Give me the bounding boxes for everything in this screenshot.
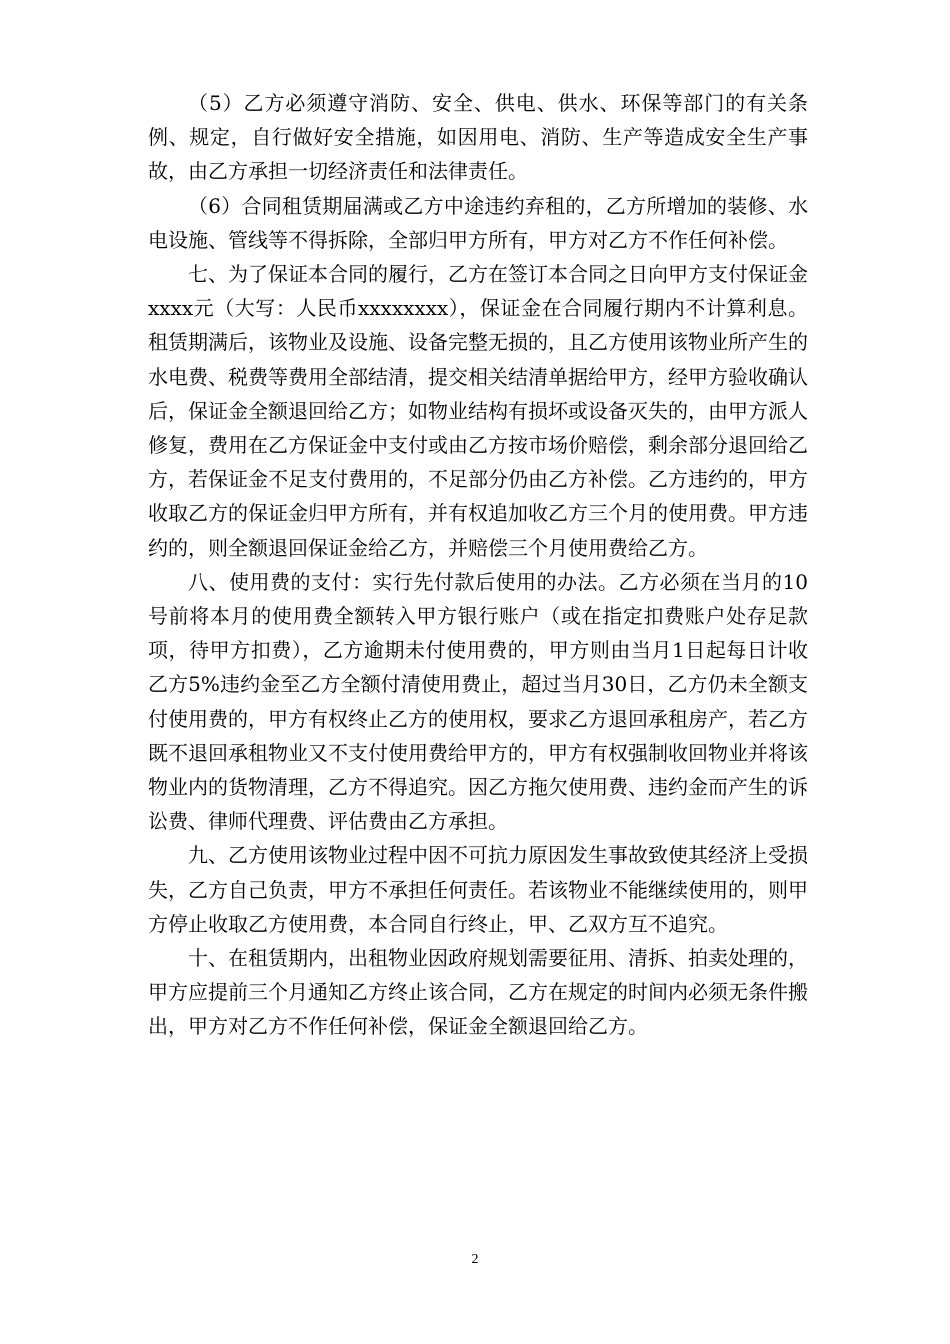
paragraph-article-9: 九、乙方使用该物业过程中因不可抗力原因发生事故致使其经济上受损失，乙方自己负责，甲方不承担任何责任。若该物业不能继续使用的，则甲方停止收取乙方使用费，本合同自行终止，甲、乙双方互不追究。 bbox=[148, 843, 808, 936]
paragraph-clause-5: （5）乙方必须遵守消防、安全、供电、供水、环保等部门的有关条例、规定，自行做好安全措施，如因用电、消防、生产等造成安全生产事故，由乙方承担一切经济责任和法律责任。 bbox=[148, 91, 808, 184]
paragraph-clause-6: （6）合同租赁期届满或乙方中途违约弃租的，乙方所增加的装修、水电设施、管线等不得拆除，全部归甲方所有，甲方对乙方不作任何补偿。 bbox=[148, 193, 808, 252]
paragraph-article-10: 十、在租赁期内，出租物业因政府规划需要征用、清拆、拍卖处理的，甲方应提前三个月通知乙方终止该合同，乙方在规定的时间内必须无条件搬出，甲方对乙方不作任何补偿，保证金全额退回给乙方。 bbox=[148, 946, 808, 1039]
page-number: 2 bbox=[471, 1252, 479, 1267]
document-body bbox=[148, 86, 808, 1044]
paragraph-article-7: 七、为了保证本合同的履行，乙方在签订本合同之日向甲方支付保证金xxxx元（大写：人民币xxxxxxxx），保证金在合同履行期内不计算利息。租赁期满后，该物业及设施、设备完整无损的，且乙方使用该物业所产生的水电费、税费等费用全部结清，提交相关结清单据给甲方，经甲方验收确认后，保证金全额退回给乙方；如物业结构有损坏或设备灭失的，由甲方派人修复，费用在乙方保证金中支付或由乙方按市场价赔偿，剩余部分退回给乙方，若保证金不足支付费用的，不足部分仍由乙方补偿。乙方违约的，甲方收取乙方的保证金归甲方所有，并有权追加收乙方三个月的使用费。甲方违约的，则全额退回保证金给乙方，并赔偿三个月使用费给乙方。 bbox=[148, 262, 808, 560]
paragraph-article-8: 八、使用费的支付：实行先付款后使用的办法。乙方必须在当月的10号前将本月的使用费全额转入甲方银行账户（或在指定扣费账户处存足款项，待甲方扣费），乙方逾期未付使用费的，甲方则由当月1日起每日计收乙方5%违约金至乙方全额付清使用费止，超过当月30日，乙方仍未全额支付使用费的，甲方有权终止乙方的使用权，要求乙方退回承租房产，若乙方既不退回承租物业又不支付使用费给甲方的，甲方有权强制收回物业并将该物业内的货物清理，乙方不得追究。因乙方拖欠使用费、违约金而产生的诉讼费、律师代理费、评估费由乙方承担。 bbox=[148, 569, 808, 834]
